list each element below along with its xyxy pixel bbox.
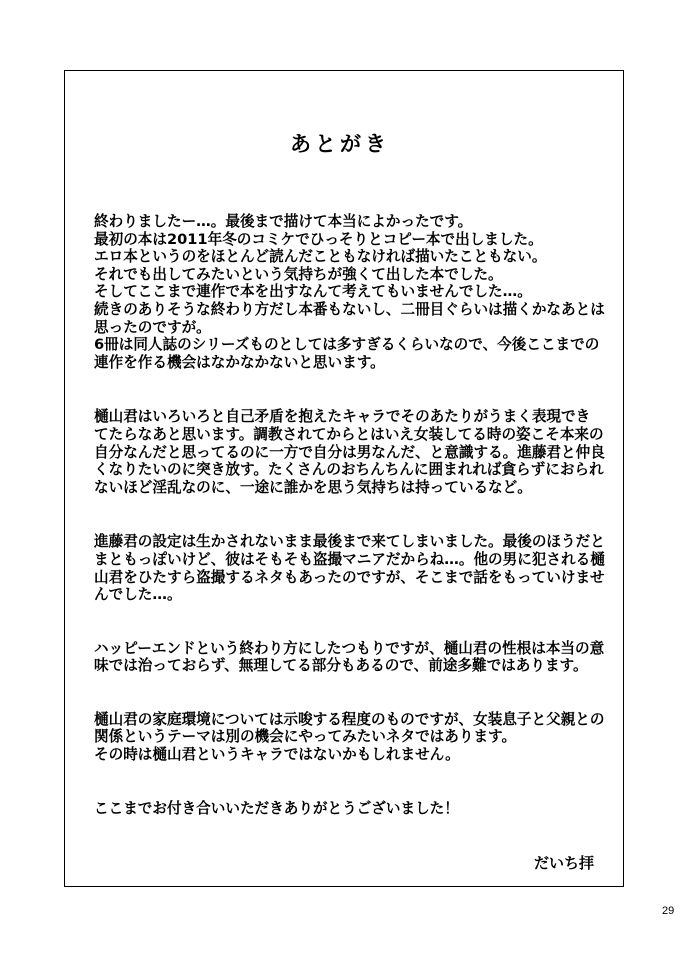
text-line: てたらなあと思います。調教されてからとはいえ女装してる時の姿こそ本来の <box>94 425 604 443</box>
paragraph-3 <box>94 533 614 603</box>
text-line: んでした…。 <box>94 586 182 604</box>
text-line: 自分なんだと思ってるのに一方で自分は男なんだ、と意識する。進藤君と仲良 <box>94 443 605 461</box>
text-line: 6冊は同人誌のシリーズものとしては多すぎるくらいなので、今後ここまでの <box>94 336 600 354</box>
text-line: 味では治っておらず、無理してる部分もあるので、前途多難ではあります。 <box>94 657 588 675</box>
text-line: 進藤君の設定は生かされないまま最後まで来てしまいました。最後のほうだと <box>94 533 605 551</box>
page-title: あとがき <box>290 132 390 156</box>
paragraph-2 <box>94 408 614 496</box>
paragraph-6 <box>94 800 614 818</box>
author-signature: だいち拝 <box>534 854 595 872</box>
text-line: それでも出してみたいという気持ちが強くて出した本でした。 <box>94 265 503 283</box>
text-line: 最初の本は2011年冬のコミケでひっそりとコピー本で出しました。 <box>94 230 543 248</box>
text-line: 関係というテーマは別の機会にやってみたいネタではあります。 <box>94 728 517 746</box>
text-line: 続きのありそうな終わり方だし本番もないし、二冊目ぐらいは描くかなあとは <box>94 300 605 318</box>
paragraph-5 <box>94 711 614 764</box>
paragraph-1 <box>94 213 614 371</box>
text-line: そしてここまで連作で本を出すなんて考えてもいませんでした…。 <box>94 283 532 301</box>
page-number: 29 <box>662 905 675 917</box>
afterword-body <box>94 213 614 817</box>
paragraph-4 <box>94 640 614 675</box>
text-line: 終わりましたー…。最後まで描けて本当によかったです。 <box>94 213 473 230</box>
text-line: くなりたいのに突き放す。たくさんのおちんちんに囲まれれば貪らずにおられ <box>94 461 604 479</box>
text-line: 連作を作る機会はなかなかないと思います。 <box>94 353 385 371</box>
text-line: ないほど淫乱なのに、一途に誰かを思う気持ちは持っているなど。 <box>94 478 532 496</box>
text-line: 樋山君の家庭環境については示唆する程度のものですが、女装息子と父親との <box>94 710 605 728</box>
text-line: 山君をひたすら盗撮するネタもあったのですが、そこまで話をもっていけませ <box>94 568 605 586</box>
text-line: その時は樋山君というキャラではないかもしれません。 <box>94 746 460 764</box>
text-line: ここまでお付き合いいただきありがとうございました！ <box>94 799 459 817</box>
text-line: 思ったのですが。 <box>94 318 211 336</box>
text-line: ハッピーエンドという終わり方にしたつもりですが、樋山君の性根は本当の意 <box>94 639 605 657</box>
text-line: 樋山君はいろいろと自己矛盾を抱えたキャラでそのあたりがうまく表現でき <box>94 408 591 426</box>
text-line: エロ本というのをほとんど読んだこともなければ描いたこともない。 <box>94 248 547 266</box>
text-line: まともっぽいけど、彼はそもそも盗撮マニアだからね…。他の男に犯される樋 <box>94 550 605 568</box>
